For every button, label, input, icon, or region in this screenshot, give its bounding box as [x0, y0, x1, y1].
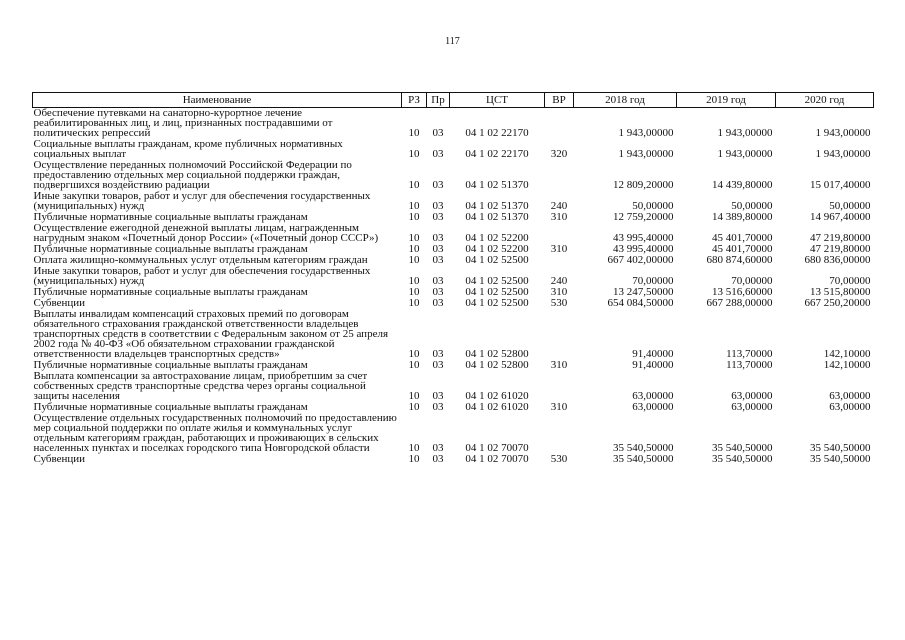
row-vr [545, 160, 574, 191]
row-2018: 63,00000 [632, 390, 674, 402]
row-2018: 91,40000 [632, 348, 674, 360]
header-2020: 2020 год [776, 93, 874, 108]
row-2018: 43 995,40000 [613, 243, 674, 255]
table-row [33, 191, 874, 212]
row-2019: 680 874,60000 [706, 254, 773, 266]
row-rz: 10 [408, 243, 420, 255]
table-row [33, 223, 874, 244]
row-vr [545, 371, 574, 402]
row-2018: 1 943,00000 [618, 148, 674, 160]
row-2020: 47 219,80000 [810, 243, 871, 255]
row-2019: 1 943,00000 [717, 127, 773, 139]
budget-table [32, 92, 874, 465]
row-pr: 03 [432, 148, 444, 160]
row-cst: 04 1 02 22170 [465, 127, 529, 139]
row-2019: 45 401,70000 [712, 232, 773, 244]
row-2019: 667 288,00000 [706, 297, 773, 309]
row-2018: 12 809,20000 [613, 179, 674, 191]
row-rz: 10 [408, 359, 420, 371]
row-pr: 03 [432, 254, 444, 266]
row-2020: 1 943,00000 [815, 127, 871, 139]
row-vr [545, 413, 574, 454]
row-vr: 310 [550, 286, 568, 298]
row-rz: 10 [408, 442, 420, 454]
row-cst: 04 1 02 51370 [465, 200, 529, 212]
header-cst: ЦСТ [450, 93, 545, 108]
row-name: Осуществление переданных полномочий Российской Федерации по предоставлению отдельных мер социальной поддержки граждан, подвергшихся воздействию радиации [33, 159, 352, 191]
table-row [33, 413, 874, 454]
row-pr: 03 [432, 275, 444, 287]
row-cst: 04 1 02 52500 [465, 254, 529, 266]
row-pr: 03 [432, 348, 444, 360]
row-2020: 35 540,50000 [810, 442, 871, 454]
row-name: Публичные нормативные социальные выплаты гражданам [33, 286, 308, 298]
row-2019: 50,00000 [731, 200, 773, 212]
row-rz: 10 [408, 297, 420, 309]
row-vr: 530 [550, 453, 568, 465]
row-2019: 13 516,60000 [712, 286, 773, 298]
row-cst: 04 1 02 52500 [465, 286, 529, 298]
row-cst: 04 1 02 52800 [465, 359, 529, 371]
row-vr [545, 255, 574, 266]
row-name: Осуществление отдельных государственных полномочий по предоставлению мер социальной поддержки по оплате жилья и коммунальных услуг отдельным категориям граждан, работающих и проживающих в сельских населенных пунктах и поселках городского типа Новгородской области [33, 412, 397, 454]
header-2019: 2019 год [677, 93, 776, 108]
row-2020: 63,00000 [829, 390, 871, 402]
row-vr [545, 108, 574, 140]
row-name: Субвенции [33, 453, 86, 465]
row-2020: 47 219,80000 [810, 232, 871, 244]
row-name: Оплата жилищно-коммунальных услуг отдельным категориям граждан [33, 254, 368, 266]
row-pr: 03 [432, 359, 444, 371]
row-2020: 14 967,40000 [810, 211, 871, 223]
row-vr: 310 [550, 243, 568, 255]
row-2019: 70,00000 [731, 275, 773, 287]
row-cst: 04 1 02 52200 [465, 243, 529, 255]
row-2018: 91,40000 [632, 359, 674, 371]
row-vr [545, 309, 574, 360]
row-rz: 10 [408, 390, 420, 402]
row-pr: 03 [432, 453, 444, 465]
table-row [33, 139, 874, 160]
row-2019: 113,70000 [726, 359, 773, 371]
row-rz: 10 [408, 200, 420, 212]
row-pr: 03 [432, 297, 444, 309]
header-rz: РЗ [402, 93, 427, 108]
row-2019: 35 540,50000 [712, 442, 773, 454]
row-name: Обеспечение путевками на санаторно-курортное лечение реабилитированных лиц, и лиц, признанных пострадавшими от политических репрессий [33, 107, 333, 139]
row-pr: 03 [432, 442, 444, 454]
row-cst: 04 1 02 52500 [465, 275, 529, 287]
row-name: Осуществление ежегодной денежной выплаты лицам, награжденным нагрудным знаком «Почетный донор России» («Почетный донор СССР») [33, 222, 379, 244]
row-2020: 15 017,40000 [810, 179, 871, 191]
row-name: Субвенции [33, 297, 86, 309]
row-2018: 70,00000 [632, 275, 674, 287]
row-vr: 310 [550, 211, 568, 223]
row-2020: 63,00000 [829, 401, 871, 413]
row-rz: 10 [408, 179, 420, 191]
row-name: Иные закупки товаров, работ и услуг для обеспечения государственных (муниципальных) нужд [33, 265, 371, 287]
row-cst: 04 1 02 70070 [465, 453, 529, 465]
table-row [33, 371, 874, 402]
header-2018: 2018 год [574, 93, 677, 108]
row-2020: 50,00000 [829, 200, 871, 212]
row-pr: 03 [432, 401, 444, 413]
row-2019: 14 439,80000 [712, 179, 773, 191]
row-cst: 04 1 02 52800 [465, 348, 529, 360]
row-pr: 03 [432, 179, 444, 191]
row-pr: 03 [432, 200, 444, 212]
row-rz: 10 [408, 254, 420, 266]
row-name: Выплаты инвалидам компенсаций страховых премий по договорам обязательного страхования гражданской ответственности владельцев транспортных средств в соответствии с Федеральным законом от 25 апреля 2002 года № 40-ФЗ «Об обязательном страховании гражданской ответственности владельцев транспортных средств» [33, 308, 388, 360]
row-rz: 10 [408, 286, 420, 298]
row-2020: 70,00000 [829, 275, 871, 287]
row-2018: 667 402,00000 [607, 254, 674, 266]
row-2019: 45 401,70000 [712, 243, 773, 255]
row-rz: 10 [408, 127, 420, 139]
row-2018: 12 759,20000 [613, 211, 674, 223]
row-name: Выплата компенсации за автострахование лицам, приобретшим за счет собственных средств транспортные средства через органы социальной защиты населения [33, 370, 368, 402]
table-row [33, 454, 874, 465]
row-name: Публичные нормативные социальные выплаты гражданам [33, 211, 308, 223]
page-number: 117 [445, 36, 460, 47]
row-2020: 13 515,80000 [810, 286, 871, 298]
row-rz: 10 [408, 148, 420, 160]
header-pr: Пр [427, 93, 450, 108]
row-2020: 680 836,00000 [804, 254, 871, 266]
row-name: Публичные нормативные социальные выплаты гражданам [33, 243, 308, 255]
row-pr: 03 [432, 232, 444, 244]
row-2020: 142,10000 [823, 348, 871, 360]
row-cst: 04 1 02 52200 [465, 232, 529, 244]
table-row [33, 309, 874, 360]
row-2018: 1 943,00000 [618, 127, 674, 139]
table-row [33, 266, 874, 287]
row-pr: 03 [432, 286, 444, 298]
row-2020: 142,10000 [823, 359, 871, 371]
row-2018: 63,00000 [632, 401, 674, 413]
table-row [33, 108, 874, 140]
row-2019: 14 389,80000 [712, 211, 773, 223]
row-rz: 10 [408, 232, 420, 244]
row-2019: 113,70000 [726, 348, 773, 360]
row-2018: 43 995,40000 [613, 232, 674, 244]
row-2018: 35 540,50000 [613, 453, 674, 465]
row-pr: 03 [432, 243, 444, 255]
row-2018: 654 084,50000 [607, 297, 674, 309]
row-name: Иные закупки товаров, работ и услуг для обеспечения государственных (муниципальных) нужд [33, 190, 371, 212]
row-name: Публичные нормативные социальные выплаты гражданам [33, 359, 308, 371]
row-vr: 310 [550, 359, 568, 371]
row-rz: 10 [408, 453, 420, 465]
header-name: Наименование [33, 93, 402, 108]
row-rz: 10 [408, 348, 420, 360]
row-cst: 04 1 02 70070 [465, 442, 529, 454]
row-2019: 35 540,50000 [712, 453, 773, 465]
row-name: Социальные выплаты гражданам, кроме публичных нормативных социальных выплат [33, 138, 343, 160]
table-header-row [33, 93, 874, 108]
row-pr: 03 [432, 211, 444, 223]
header-vr: ВР [545, 93, 574, 108]
row-cst: 04 1 02 51370 [465, 179, 529, 191]
row-vr [545, 223, 574, 244]
row-rz: 10 [408, 211, 420, 223]
table-body [33, 108, 874, 466]
row-cst: 04 1 02 52500 [465, 297, 529, 309]
row-vr: 240 [550, 275, 568, 287]
row-vr: 320 [550, 148, 568, 160]
row-name: Публичные нормативные социальные выплаты гражданам [33, 401, 308, 413]
row-2020: 667 250,20000 [804, 297, 871, 309]
row-rz: 10 [408, 275, 420, 287]
row-2018: 35 540,50000 [613, 442, 674, 454]
table-row [33, 160, 874, 191]
row-2019: 63,00000 [731, 401, 773, 413]
row-vr: 310 [550, 401, 568, 413]
row-rz: 10 [408, 401, 420, 413]
row-cst: 04 1 02 61020 [465, 401, 529, 413]
row-2018: 50,00000 [632, 200, 674, 212]
row-vr: 530 [550, 297, 568, 309]
row-2020: 35 540,50000 [810, 453, 871, 465]
row-cst: 04 1 02 51370 [465, 211, 529, 223]
row-vr: 240 [550, 200, 568, 212]
row-2018: 13 247,50000 [613, 286, 674, 298]
row-pr: 03 [432, 390, 444, 402]
row-cst: 04 1 02 61020 [465, 390, 529, 402]
row-pr: 03 [432, 127, 444, 139]
row-2019: 63,00000 [731, 390, 773, 402]
row-2019: 1 943,00000 [717, 148, 773, 160]
row-2020: 1 943,00000 [815, 148, 871, 160]
row-cst: 04 1 02 22170 [465, 148, 529, 160]
